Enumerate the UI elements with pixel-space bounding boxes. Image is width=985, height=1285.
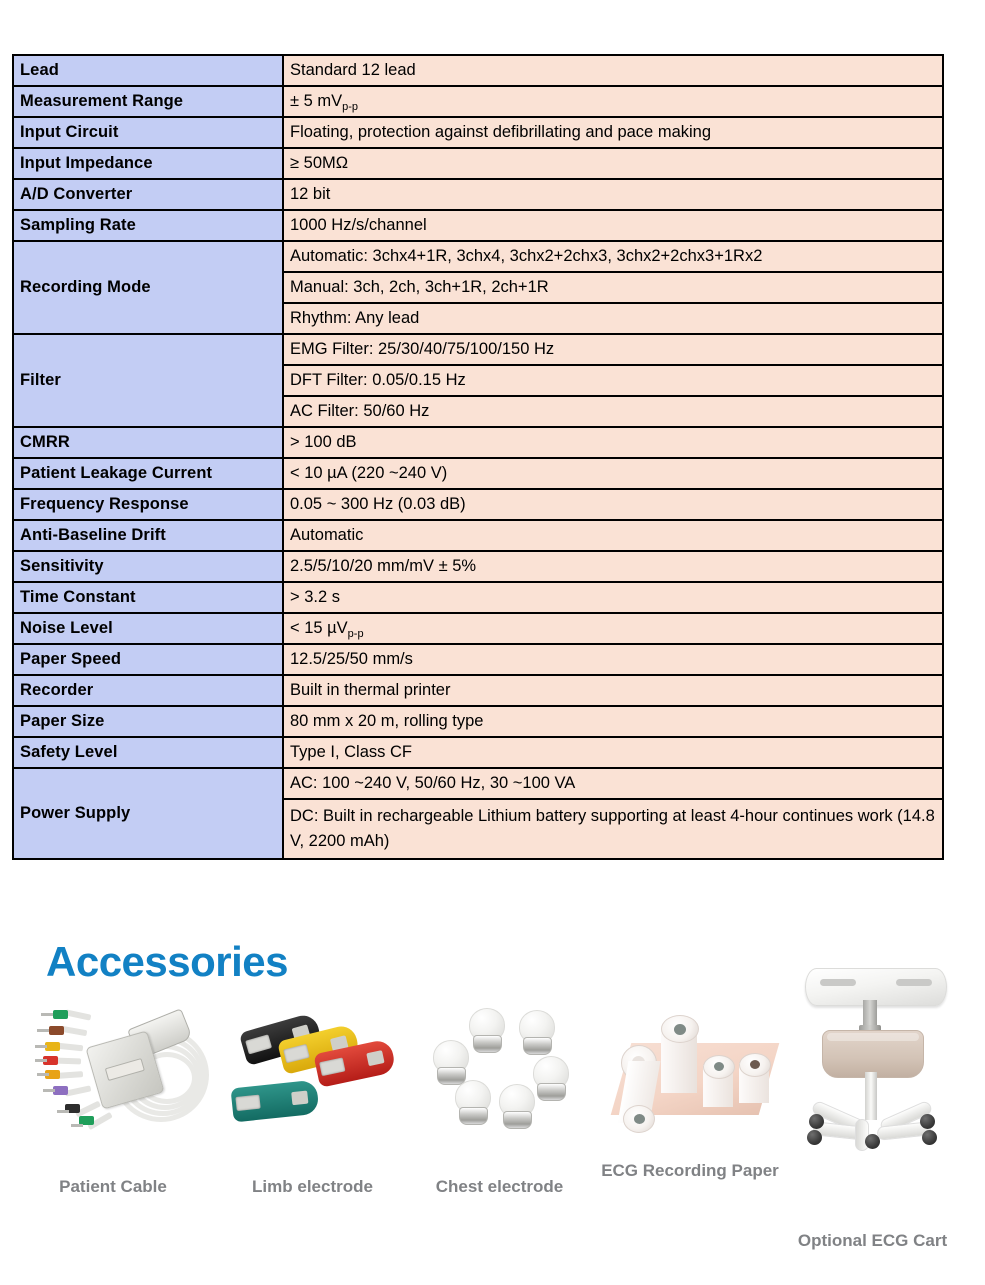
spec-value-safety-level: Type I, Class CF: [283, 737, 943, 768]
spec-value-recording-mode-manual: Manual: 3ch, 2ch, 3ch+1R, 2ch+1R: [283, 272, 943, 303]
limb-electrode-icon: [228, 1006, 396, 1138]
measurement-range-text: ± 5 mV: [290, 92, 343, 111]
accessory-caption-limb-electrode: Limb electrode: [252, 1177, 373, 1196]
table-row: [13, 86, 943, 117]
limb-clamp-green: [230, 1080, 319, 1123]
spec-value-input-circuit: Floating, protection against defibrillating and pace making: [283, 117, 943, 148]
spec-key-input-circuit: Input Circuit: [13, 117, 283, 148]
table-row: [13, 148, 943, 179]
noise-level-text: < 15 µV: [290, 619, 348, 638]
spec-key-safety-level: Safety Level: [13, 737, 283, 768]
spec-key-cmrr: CMRR: [13, 427, 283, 458]
chest-electrode-icon: [425, 998, 575, 1140]
accessory-caption-patient-cable: Patient Cable: [59, 1177, 167, 1196]
table-row: [13, 55, 943, 86]
spec-key-paper-size: Paper Size: [13, 706, 283, 737]
spec-value-power-supply-ac: AC: 100 ~240 V, 50/60 Hz, 30 ~100 VA: [283, 768, 943, 799]
spec-key-time-constant: Time Constant: [13, 582, 283, 613]
accessory-caption-chest-electrode: Chest electrode: [435, 1177, 564, 1196]
accessory-caption-ecg-cart: Optional ECG Cart: [797, 1231, 948, 1250]
table-row: [13, 613, 943, 644]
spec-key-patient-leakage-current: Patient Leakage Current: [13, 458, 283, 489]
spec-key-recording-mode: Recording Mode: [13, 241, 283, 334]
spec-value-sensitivity: 2.5/5/10/20 mm/mV ± 5%: [283, 551, 943, 582]
spec-value-noise-level: [283, 613, 943, 644]
noise-level-subscript: p-p: [347, 628, 364, 641]
table-row: [13, 706, 943, 737]
spec-key-measurement-range: Measurement Range: [13, 86, 283, 117]
table-row: [13, 768, 943, 799]
spec-value-measurement-range: [283, 86, 943, 117]
table-row: [13, 117, 943, 148]
spec-key-ad-converter: A/D Converter: [13, 179, 283, 210]
spec-value-recorder: Built in thermal printer: [283, 675, 943, 706]
ecg-recording-paper-icon: [615, 1005, 775, 1130]
spec-value-recording-mode-rhythm: Rhythm: Any lead: [283, 303, 943, 334]
spec-value-time-constant: > 3.2 s: [283, 582, 943, 613]
spec-key-recorder: Recorder: [13, 675, 283, 706]
measurement-range-subscript: p-p: [342, 101, 359, 114]
spec-value-paper-speed: 12.5/25/50 mm/s: [283, 644, 943, 675]
accessory-caption-ecg-recording-paper: ECG Recording Paper: [601, 1161, 779, 1180]
spec-value-anti-baseline-drift: Automatic: [283, 520, 943, 551]
spec-value-ad-converter: 12 bit: [283, 179, 943, 210]
specifications-table-container: [12, 54, 944, 860]
spec-value-input-impedance: ≥ 50MΩ: [283, 148, 943, 179]
ecg-cart-icon: [795, 968, 960, 1148]
spec-key-lead: Lead: [13, 55, 283, 86]
spec-value-patient-leakage-current: < 10 µA (220 ~240 V): [283, 458, 943, 489]
table-row: [13, 737, 943, 768]
accessories-heading: Accessories: [46, 938, 289, 985]
table-row: [13, 520, 943, 551]
spec-key-frequency-response: Frequency Response: [13, 489, 283, 520]
patient-cable-icon: [35, 1002, 210, 1142]
table-row: [13, 241, 943, 272]
table-row: [13, 334, 943, 365]
spec-value-frequency-response: 0.05 ~ 300 Hz (0.03 dB): [283, 489, 943, 520]
spec-key-sampling-rate: Sampling Rate: [13, 210, 283, 241]
spec-key-noise-level: Noise Level: [13, 613, 283, 644]
cart-basket: [822, 1030, 924, 1078]
table-row: [13, 644, 943, 675]
specifications-table: [12, 54, 944, 860]
spec-value-recording-mode-automatic: Automatic: 3chx4+1R, 3chx4, 3chx2+2chx3, 3chx2+2chx3+1Rx2: [283, 241, 943, 272]
table-row: [13, 179, 943, 210]
spec-value-filter-emg: EMG Filter: 25/30/40/75/100/150 Hz: [283, 334, 943, 365]
table-row: [13, 551, 943, 582]
spec-value-power-supply-dc: DC: Built in rechargeable Lithium battery supporting at least 4-hour continues work (14.8 V, 2200 mAh): [283, 799, 943, 859]
spec-key-paper-speed: Paper Speed: [13, 644, 283, 675]
spec-value-filter-ac: AC Filter: 50/60 Hz: [283, 396, 943, 427]
spec-value-filter-dft: DFT Filter: 0.05/0.15 Hz: [283, 365, 943, 396]
table-row: [13, 427, 943, 458]
spec-key-anti-baseline-drift: Anti-Baseline Drift: [13, 520, 283, 551]
cart-base: [811, 1108, 933, 1142]
spec-value-cmrr: > 100 dB: [283, 427, 943, 458]
table-row: [13, 210, 943, 241]
spec-value-lead: Standard 12 lead: [283, 55, 943, 86]
spec-value-sampling-rate: 1000 Hz/s/channel: [283, 210, 943, 241]
spec-value-paper-size: 80 mm x 20 m, rolling type: [283, 706, 943, 737]
spec-key-input-impedance: Input Impedance: [13, 148, 283, 179]
spec-key-filter: Filter: [13, 334, 283, 427]
spec-key-sensitivity: Sensitivity: [13, 551, 283, 582]
table-row: [13, 489, 943, 520]
table-row: [13, 675, 943, 706]
table-row: [13, 582, 943, 613]
specifications-table-body: [13, 55, 943, 859]
table-row: [13, 458, 943, 489]
spec-key-power-supply: Power Supply: [13, 768, 283, 859]
